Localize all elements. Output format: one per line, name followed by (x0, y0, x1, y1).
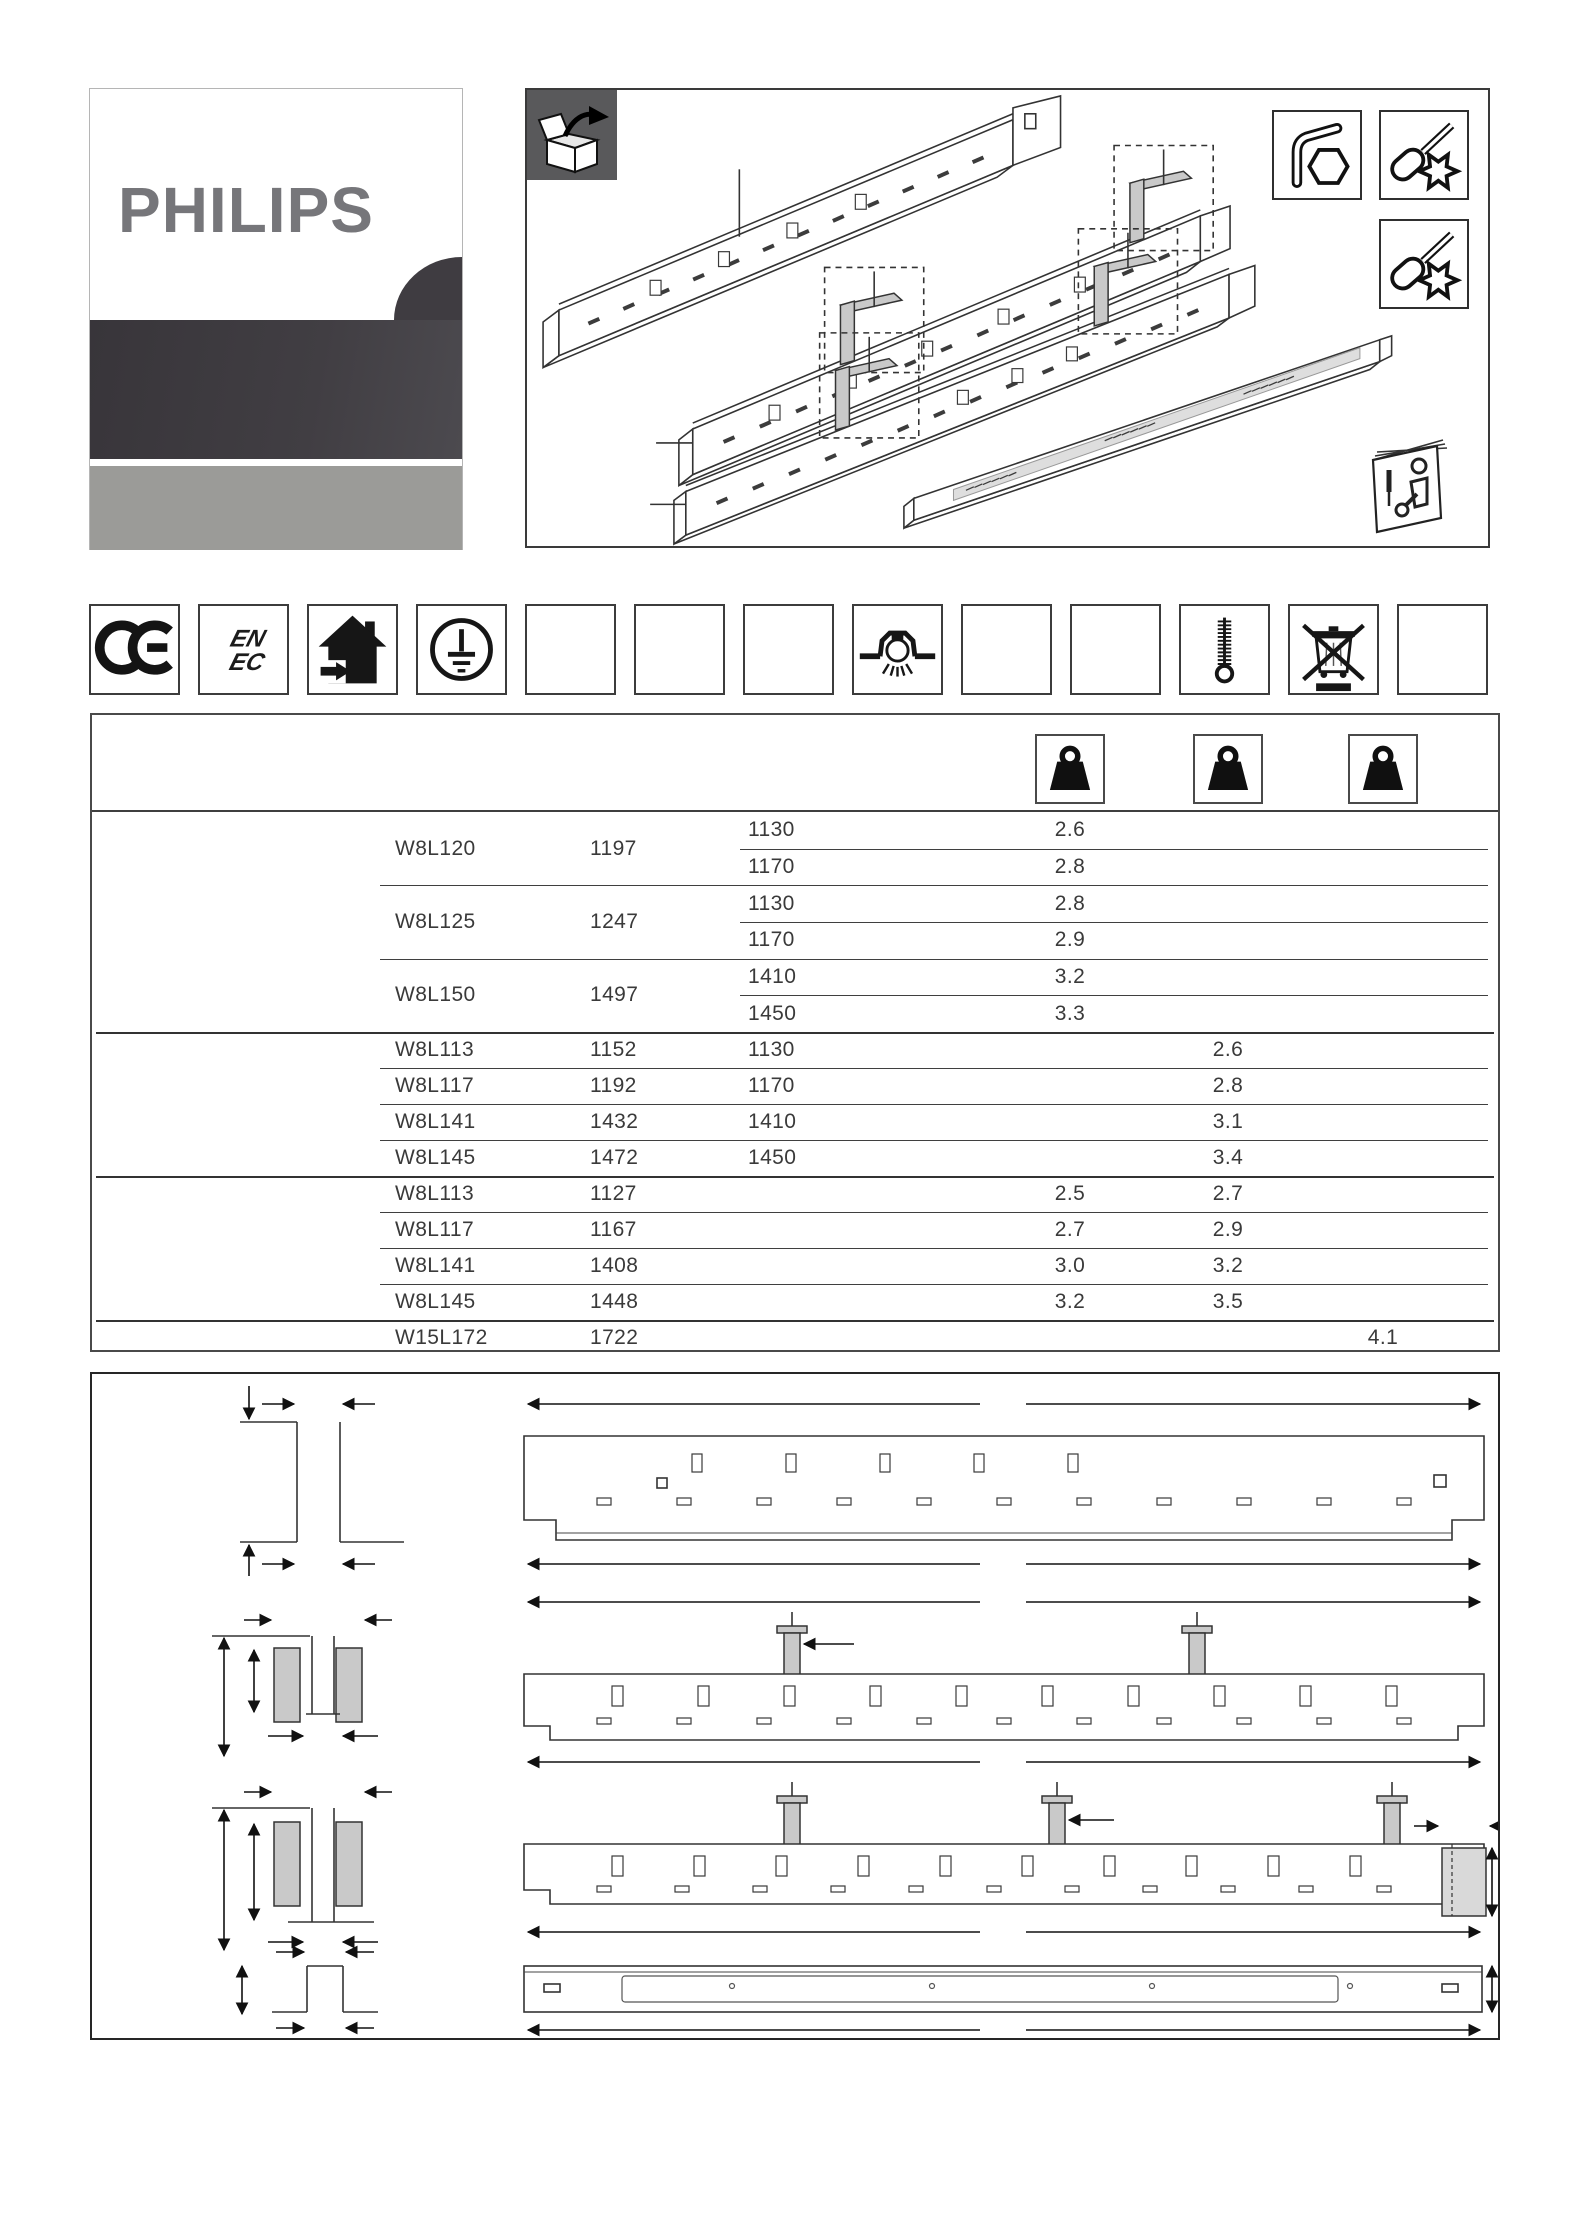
table-group (92, 885, 1498, 958)
weight-cell: 2.6 (1212, 1037, 1244, 1061)
length-cell: 1448 (590, 1289, 639, 1313)
packaging-illustration-panel (525, 88, 1490, 548)
model-cell: W8L150 (395, 983, 476, 1007)
indoor-use-icon (307, 604, 398, 695)
model-cell: W15L172 (395, 1325, 488, 1349)
weight-cell: 3.2 (1054, 964, 1086, 988)
protective-earth-icon (416, 604, 507, 695)
length-cell: 1127 (590, 1181, 637, 1205)
brand-dark-band (90, 320, 462, 459)
table-row (92, 1176, 1498, 1212)
cutout-cell: 1130 (748, 1037, 795, 1061)
length-cell: 1497 (590, 983, 639, 1007)
length-cell: 1247 (590, 909, 639, 933)
model-cell: W8L141 (395, 1109, 476, 1133)
cutout-cell: 1170 (748, 928, 795, 952)
cross-section-4 (242, 1952, 378, 2028)
philips-logo-panel (89, 88, 463, 550)
length-cell: 1192 (590, 1073, 637, 1097)
weight-cell: 3.2 (1054, 1289, 1086, 1313)
empty-symbol-box (525, 604, 616, 695)
cross-section-1 (240, 1386, 404, 1576)
model-cell: W8L113 (395, 1181, 475, 1205)
weight-cell: 3.2 (1212, 1253, 1244, 1277)
model-cell: W8L145 (395, 1145, 476, 1169)
profile-side-view-3 (524, 1782, 1494, 1932)
table-row (92, 1248, 1498, 1284)
weight-cell: 2.7 (1054, 1217, 1086, 1241)
table-row (92, 1212, 1498, 1248)
weight-cell: 3.5 (1212, 1289, 1244, 1313)
product-spec-table (90, 713, 1500, 1352)
svg-text:EC: EC (226, 649, 268, 676)
weight-kg-icon (1035, 734, 1105, 804)
cutout-cell: 1170 (748, 854, 795, 878)
model-cell: W8L145 (395, 1289, 476, 1313)
weight-cell: 3.0 (1054, 1253, 1086, 1277)
length-cell: 1152 (590, 1037, 637, 1061)
recessed-luminaire-icon (852, 604, 943, 695)
weee-bin-icon (1288, 604, 1379, 695)
table-row (92, 1068, 1498, 1104)
cutout-cell: 1130 (748, 818, 795, 842)
weight-cell: 2.9 (1212, 1217, 1244, 1241)
cover-trim (904, 336, 1392, 528)
weight-cell: 3.1 (1212, 1109, 1244, 1133)
allen-key-icon (1272, 110, 1362, 200)
weight-cell: 3.3 (1054, 1001, 1086, 1025)
weight-cell: 2.7 (1212, 1181, 1244, 1205)
weight-cell: 2.9 (1054, 928, 1086, 952)
dimension-drawing-svg (92, 1374, 1498, 2038)
length-cell: 1197 (590, 836, 637, 860)
cross-section-3 (212, 1792, 392, 1950)
weight-cell: 2.8 (1054, 854, 1086, 878)
cutout-cell: 1410 (748, 964, 797, 988)
table-group (92, 959, 1498, 1032)
weight-cell: 4.1 (1367, 1325, 1399, 1349)
weight-cell: 2.6 (1054, 818, 1086, 842)
empty-symbol-box (634, 604, 725, 695)
table-group (92, 812, 1498, 885)
table-row (92, 1284, 1498, 1320)
table-row (92, 1140, 1498, 1176)
ambient-temperature-icon (1179, 604, 1270, 695)
table-row (92, 1032, 1498, 1068)
empty-symbol-box (1070, 604, 1161, 695)
brand-curve-shape (394, 257, 462, 320)
instruction-booklet-icon (1345, 430, 1467, 538)
length-cell: 1408 (590, 1253, 639, 1277)
ce-mark-icon (89, 604, 180, 695)
length-cell: 1472 (590, 1145, 639, 1169)
model-cell: W8L117 (395, 1073, 475, 1097)
weight-cell: 2.5 (1054, 1181, 1086, 1205)
model-cell: W8L117 (395, 1217, 475, 1241)
brand-divider (90, 459, 462, 466)
model-cell: W8L120 (395, 836, 476, 860)
certification-symbol-row (89, 604, 1488, 695)
svg-text:EN: EN (227, 626, 269, 653)
cutout-cell: 1170 (748, 1073, 795, 1097)
dimension-drawings-panel (90, 1372, 1500, 2040)
profile-side-view-2 (524, 1602, 1484, 1762)
table-row (92, 1104, 1498, 1140)
weight-kg-icon (1348, 734, 1418, 804)
cover-profile-view (524, 1966, 1492, 2030)
cross-section-2 (212, 1620, 392, 1756)
enec-mark-icon (198, 604, 289, 695)
table-row (92, 1320, 1498, 1356)
model-cell: W8L141 (395, 1253, 476, 1277)
philips-wordmark: PHILIPS (118, 174, 374, 246)
empty-symbol-box (961, 604, 1052, 695)
length-cell: 1432 (590, 1109, 639, 1133)
table-header (92, 715, 1498, 812)
length-cell: 1722 (590, 1325, 639, 1349)
weight-kg-icon (1193, 734, 1263, 804)
empty-symbol-box (743, 604, 834, 695)
weight-cell: 2.8 (1212, 1073, 1244, 1097)
profile-side-view-1 (524, 1404, 1484, 1564)
model-cell: W8L125 (395, 909, 476, 933)
torx-screwdriver-icon (1379, 110, 1469, 200)
cutout-cell: 1450 (748, 1145, 797, 1169)
weight-cell: 3.4 (1212, 1145, 1244, 1169)
cutout-cell: 1450 (748, 1001, 797, 1025)
model-cell: W8L113 (395, 1037, 475, 1061)
unboxing-icon (527, 90, 617, 180)
cutout-cell: 1130 (748, 891, 795, 915)
cutout-cell: 1410 (748, 1109, 797, 1133)
brand-gray-band (90, 466, 462, 550)
torx-screwdriver-icon-2 (1379, 219, 1469, 309)
length-cell: 1167 (590, 1217, 637, 1241)
empty-symbol-box (1397, 604, 1488, 695)
weight-cell: 2.8 (1054, 891, 1086, 915)
